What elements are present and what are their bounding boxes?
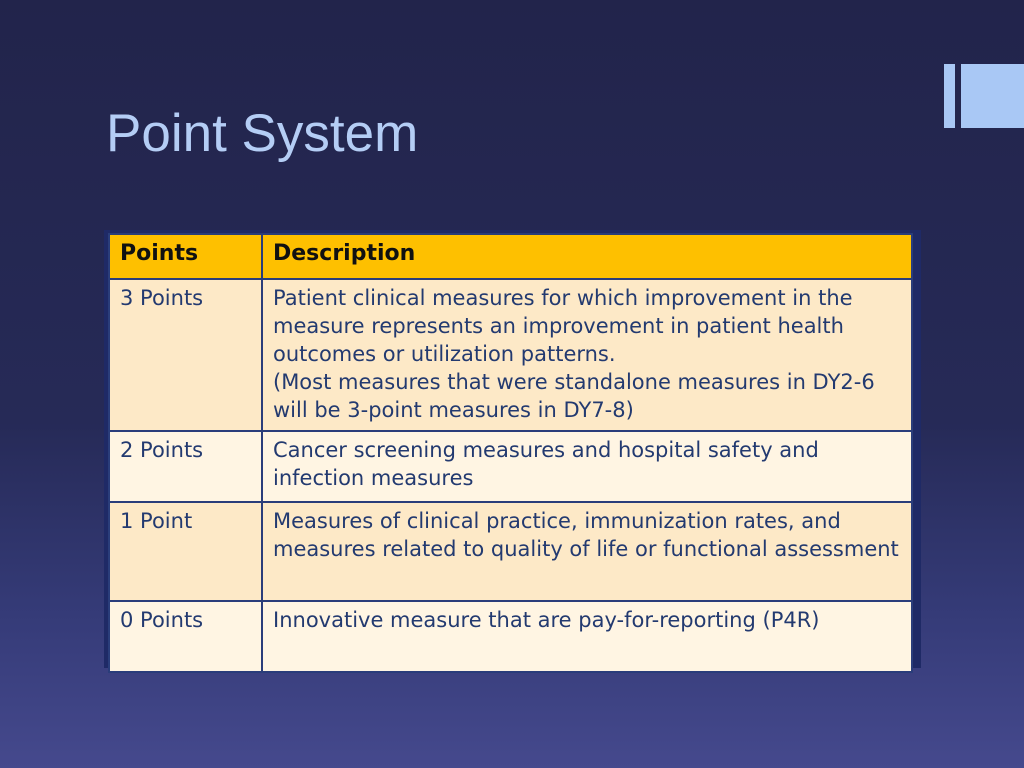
description-cell [262,279,912,431]
decoration-bar-wide [961,64,1024,128]
table-row [109,279,912,431]
description-text: Patient clinical measures for which improvement in the measure represents an improvement in patient health outcomes or utilization patterns. [273,286,853,366]
description-cell: Cancer screening measures and hospital safety and infection measures [262,431,912,502]
header-points: Points [109,234,262,279]
points-cell: 2 Points [109,431,262,502]
description-note: (Most measures that were standalone measures in DY2-6 will be 3-point measures in DY7-8) [273,370,875,422]
slide-title: Point System [106,104,419,163]
points-cell: 3 Points [109,279,262,431]
table-row [109,502,912,601]
description-cell: Innovative measure that are pay-for-reporting (P4R) [262,601,912,672]
point-system-table [108,233,913,673]
table-header-row [109,234,912,279]
table-row [109,431,912,502]
header-description: Description [262,234,912,279]
decoration-bar-thin [944,64,955,128]
points-cell: 0 Points [109,601,262,672]
table-row [109,601,912,672]
description-cell: Measures of clinical practice, immunization rates, and measures related to quality of life or functional assessment [262,502,912,601]
points-cell: 1 Point [109,502,262,601]
point-system-table-frame [104,230,921,668]
